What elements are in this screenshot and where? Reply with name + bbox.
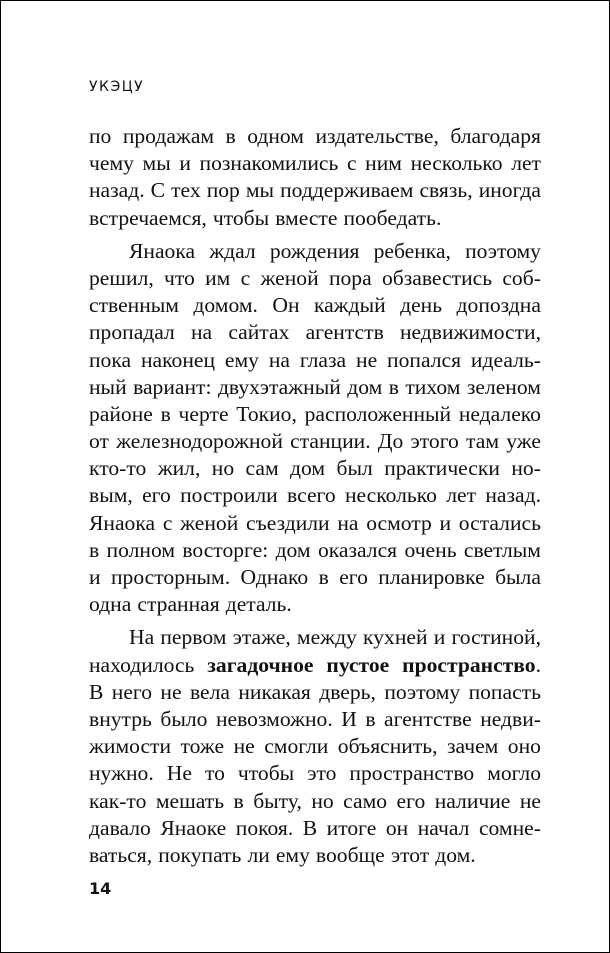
word: тоже: [180, 734, 225, 759]
word: Не: [166, 761, 192, 786]
word: в: [388, 374, 399, 399]
word: его: [142, 483, 171, 508]
word: дом: [290, 456, 326, 481]
text-line: [89, 624, 541, 651]
word: полном: [106, 537, 175, 562]
word: на: [337, 510, 359, 535]
word: поэтому: [465, 238, 541, 263]
word: его: [339, 565, 368, 589]
word: ный: [89, 374, 127, 399]
word: дом: [275, 537, 311, 562]
word: связь,: [419, 178, 473, 203]
word: агентстве: [384, 706, 472, 731]
text-line: [89, 679, 541, 706]
word: на: [268, 347, 290, 372]
word: была: [495, 565, 541, 589]
text-line: [89, 842, 541, 869]
word: находилось: [89, 652, 195, 677]
word: пространство: [349, 761, 475, 786]
word: по: [89, 124, 112, 148]
word: расположенный: [304, 401, 452, 426]
word: ли: [247, 842, 270, 867]
word: домом.: [193, 293, 258, 318]
text-line: [89, 150, 541, 177]
word: Токио,: [236, 401, 297, 426]
word: покоя.: [235, 815, 294, 840]
paragraph: [89, 238, 541, 619]
word: деталь.: [225, 592, 292, 617]
word: гостиной,: [451, 625, 541, 650]
text-line: [89, 510, 541, 537]
word: мы: [245, 178, 275, 203]
word: Он: [272, 293, 300, 318]
word: ему: [224, 347, 259, 372]
word: несколько: [410, 151, 503, 176]
word: недви-: [480, 706, 541, 731]
word: итоге: [326, 815, 377, 840]
word: с: [346, 151, 357, 176]
text-line: [89, 591, 541, 618]
word: одна: [89, 592, 132, 617]
word: сам: [245, 456, 279, 481]
word: оказался: [317, 537, 398, 562]
word: и: [89, 565, 101, 589]
word: дом.: [435, 842, 476, 867]
word: решил,: [89, 265, 154, 290]
text-line: [89, 733, 541, 760]
word: каждый: [313, 293, 386, 318]
text-line: [89, 401, 541, 428]
word: дом: [347, 374, 383, 399]
text-line: [89, 455, 541, 482]
paragraph: [89, 123, 541, 232]
word: В: [302, 815, 318, 840]
text-line: [89, 428, 541, 455]
word: уже: [506, 429, 541, 454]
text-line: [89, 652, 541, 679]
word: могло: [487, 761, 541, 786]
word: он: [385, 815, 409, 840]
text-line: [89, 205, 541, 232]
word: допоздна: [456, 293, 541, 318]
text-line: [89, 537, 541, 564]
word: в: [318, 565, 329, 589]
word: ваться,: [89, 842, 153, 867]
word: пообедать.: [343, 205, 442, 230]
word: его: [396, 788, 426, 813]
word: иногда: [478, 178, 541, 203]
word: на: [191, 320, 213, 345]
word: вообще: [315, 842, 385, 867]
word: встречаемся,: [89, 205, 207, 230]
word: В: [89, 679, 104, 704]
text-line: [89, 292, 541, 319]
word: то: [204, 761, 225, 786]
word: очень: [404, 537, 457, 562]
word: это: [307, 761, 337, 786]
word: пропадал: [89, 320, 175, 345]
word: вариант:: [133, 374, 212, 399]
word: ему: [275, 842, 310, 867]
word: глаза: [299, 347, 347, 372]
word: этого: [410, 429, 459, 454]
word: осмотр: [366, 510, 432, 535]
word: попасть: [468, 679, 541, 704]
word: с: [162, 510, 173, 535]
word: в: [225, 124, 236, 148]
word: им: [205, 265, 231, 290]
bold-word: загадочное: [207, 652, 314, 677]
word: не: [233, 734, 255, 759]
word: сайтах: [228, 320, 290, 345]
word: продажам: [122, 124, 215, 148]
word: никакая: [238, 679, 311, 704]
word: первом: [160, 625, 227, 650]
bold-word: пустое: [326, 652, 390, 677]
word: давало: [89, 815, 151, 840]
word: как-то: [89, 788, 147, 813]
word: вела: [189, 679, 230, 704]
word: не: [519, 788, 541, 813]
word: вместе: [275, 205, 338, 230]
word: в: [89, 537, 100, 562]
word: поэтому: [384, 679, 461, 704]
word: чему: [89, 151, 134, 176]
text-line: [89, 123, 541, 150]
word: не: [356, 347, 378, 372]
word: На: [129, 625, 155, 650]
word: пор: [206, 178, 240, 203]
text-line: [89, 319, 541, 346]
word: Янаока: [129, 238, 196, 263]
word: не: [160, 679, 182, 704]
word: всего: [287, 483, 336, 508]
text-line: [89, 788, 541, 815]
word: ребенка,: [373, 238, 451, 263]
word: с: [240, 265, 251, 290]
word: между: [296, 625, 357, 650]
word: начал: [417, 815, 470, 840]
word: практически: [384, 456, 500, 481]
word: пока: [89, 347, 132, 372]
word: наконец: [141, 347, 216, 372]
word: смогли: [264, 734, 329, 759]
word: остались: [458, 510, 541, 535]
word: женой: [260, 265, 319, 290]
word: попался: [387, 347, 462, 372]
word: него: [111, 679, 153, 704]
word: и: [433, 625, 446, 650]
word: чтобы: [212, 205, 270, 230]
word: съездили: [245, 510, 330, 535]
word: этаже,: [232, 625, 291, 650]
text-line: [89, 706, 541, 733]
word: зеленом: [466, 374, 541, 399]
word: С: [150, 178, 166, 203]
text-line: [89, 815, 541, 842]
word: просторным.: [110, 565, 231, 589]
running-head: УКЭЦУ: [89, 79, 145, 95]
word: жимости: [89, 734, 172, 759]
body-text: [89, 123, 541, 869]
word: мы: [142, 151, 171, 176]
word: кто-то: [89, 456, 147, 481]
word: пора: [328, 265, 372, 290]
word: было: [160, 706, 208, 731]
word: районе: [89, 401, 153, 426]
word: странная: [137, 592, 220, 617]
word: вым,: [89, 483, 133, 508]
word: соб-: [502, 265, 541, 290]
word: двухэтажный: [217, 374, 341, 399]
word: быту,: [253, 788, 302, 813]
word: ственным: [89, 293, 179, 318]
word: женой: [180, 510, 239, 535]
word: И: [341, 706, 357, 731]
word: жил,: [157, 456, 201, 481]
word: и: [439, 510, 452, 535]
word: благодаря: [450, 124, 541, 148]
text-line: [89, 177, 541, 204]
word: в: [233, 788, 244, 813]
word: обзавестись: [381, 265, 493, 290]
word: но-: [511, 456, 541, 481]
word: железнодорожной: [116, 429, 283, 454]
word: невозможно.: [215, 706, 333, 731]
bold-word: пространство.: [402, 652, 541, 677]
word: Однако: [240, 565, 309, 589]
word: идеаль-: [470, 347, 541, 372]
word: но: [311, 788, 334, 813]
word: лет: [446, 483, 477, 508]
word: оно: [507, 734, 541, 759]
word: светлым: [463, 537, 541, 562]
word: день: [400, 293, 443, 318]
word: назад.: [485, 483, 541, 508]
word: познакомились: [199, 151, 339, 176]
word: До: [377, 429, 404, 454]
word: поддерживаем: [280, 178, 414, 203]
paragraph: [89, 624, 541, 869]
word: агентств: [305, 320, 384, 345]
word: этот: [390, 842, 430, 867]
word: зачем: [446, 734, 499, 759]
word: был: [336, 456, 373, 481]
word: издательстве,: [315, 124, 439, 148]
word: назад.: [89, 178, 145, 203]
word: построили: [180, 483, 278, 508]
word: что: [164, 265, 195, 290]
word: в: [160, 401, 171, 426]
word: планировке: [378, 565, 485, 589]
text-line: [89, 238, 541, 265]
word: само: [343, 788, 388, 813]
word: одном: [247, 124, 304, 148]
word: чтобы: [237, 761, 295, 786]
text-line: [89, 482, 541, 509]
word: объяснить,: [337, 734, 438, 759]
word: и: [179, 151, 191, 176]
word: сомне-: [478, 815, 541, 840]
word: рождения: [269, 238, 360, 263]
word: несколько: [344, 483, 437, 508]
word: ждал: [209, 238, 256, 263]
word: тех: [171, 178, 201, 203]
word: черте: [178, 401, 229, 426]
word: мешать: [155, 788, 225, 813]
word: лет: [511, 151, 541, 176]
text-line: [89, 347, 541, 374]
word: но: [211, 456, 235, 481]
word: Янаока: [89, 510, 156, 535]
word: недалеко: [458, 401, 541, 426]
word: тихом: [405, 374, 461, 399]
word: наличие: [434, 788, 511, 813]
word: в: [365, 706, 376, 731]
page-number: 14: [89, 879, 112, 898]
text-line: [89, 564, 541, 591]
text-line: [89, 374, 541, 401]
word: ним: [365, 151, 402, 176]
text-line: [89, 265, 541, 292]
word: покупать: [158, 842, 242, 867]
word: станции.: [290, 429, 371, 454]
word: там: [466, 429, 499, 454]
text-line: [89, 760, 541, 787]
word: нужно.: [89, 761, 154, 786]
word: восторге:: [182, 537, 269, 562]
word: кухней: [363, 625, 428, 650]
word: Янаоке: [160, 815, 227, 840]
word: внутрь: [89, 706, 152, 731]
word: недвижимости,: [399, 320, 541, 345]
word: от: [89, 429, 109, 454]
word: дверь,: [319, 679, 376, 704]
